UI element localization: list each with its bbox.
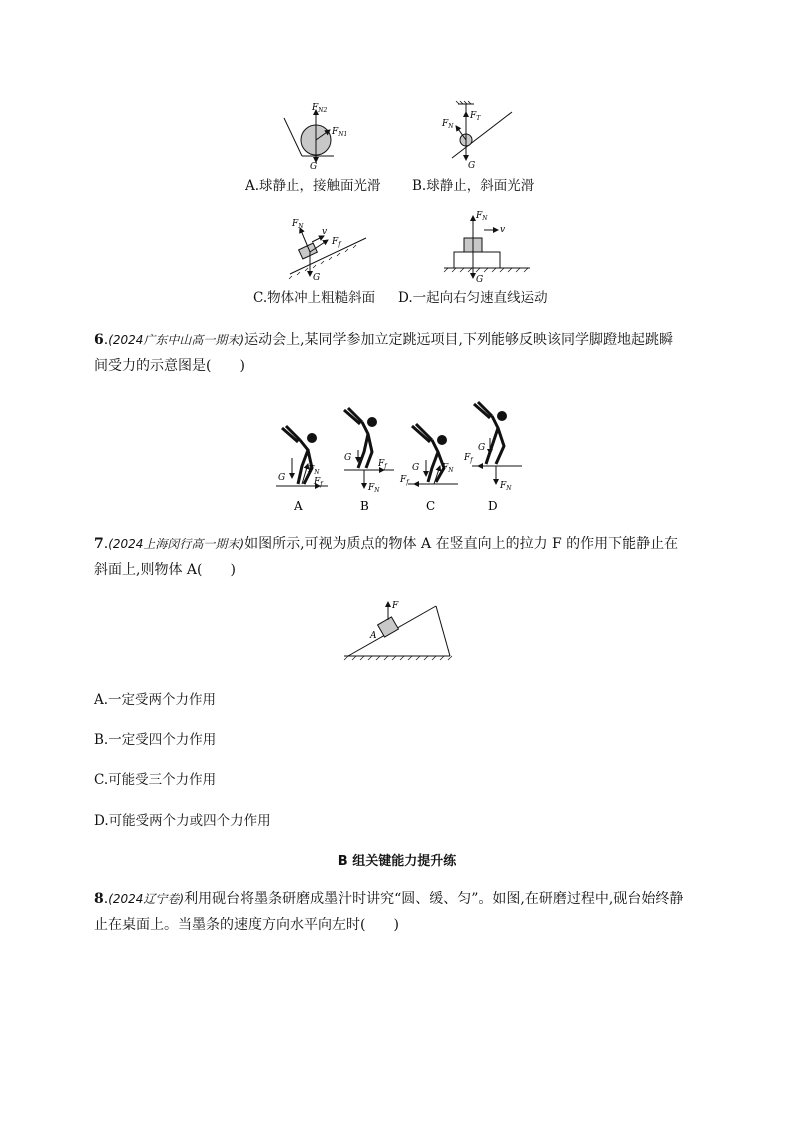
svg-text:Ff: $F_f$ [400,475,409,486]
option-a[interactable]: A.一定受两个力作用 [94,692,217,708]
question-8 [94,886,694,938]
svg-text:FN: $F_N$ [292,219,304,230]
svg-text:B: B [360,499,369,513]
figure-5d-caption: D.一起向右匀速直线运动 [398,290,548,306]
figure-7 [340,598,454,662]
option-b[interactable]: B.一定受四个力作用 [94,732,217,748]
question-6 [94,327,694,379]
question-8-line1: 8.(2024辽宁卷)利用砚台将墨条研磨成墨汁时讲究“圆、缓、匀”。如图,在研磨过程中,砚台始终静 [94,891,684,907]
figure-6c [399,424,458,513]
svg-text:FN: $F_N$ [442,119,454,130]
svg-text:D: D [488,499,498,513]
question-7 [94,531,694,583]
svg-text:FT: $F_T$ [470,111,481,122]
section-b-heading: B 组关键能力提升练 [337,854,457,869]
question-7-line1: 7.(2024上海闵行高一期末)如图所示,可视为质点的物体 A 在竖直向上的拉力 F 的作用下能静止在 [94,536,679,552]
svg-text:Ff: $F_f$ [332,237,341,248]
svg-text:FN2: $F_{N2}$ [312,103,328,114]
figure-6a [276,426,328,513]
svg-text:C: C [426,499,436,513]
svg-text:Ff: $F_f$ [464,453,473,464]
svg-text:v: v [500,225,506,235]
svg-text:Ff: $F_f$ [314,477,323,488]
svg-text:G: G [468,161,476,170]
svg-text:G: G [310,162,318,170]
question-6-line1: 6.(2024广东中山高一期末)运动会上,某同学参加立定跳远项目,下列能够反映该同学脚蹬地起跳瞬 [94,332,674,348]
svg-text:G: G [476,275,484,284]
question-7-line2: 斜面上,则物体 A( ) [94,562,236,578]
svg-text:F: F [392,601,399,611]
figure-5d [440,208,540,284]
svg-text:A: A [294,499,303,513]
svg-text:G: G [412,463,420,473]
svg-text:v: v [322,227,328,237]
question-6-line2: 间受力的示意图是( ) [94,358,245,374]
svg-text:FN: $F_N$ [476,211,488,222]
svg-text:A: A [370,631,377,641]
svg-text:G: G [478,443,486,453]
figure-5c [278,212,370,282]
option-c[interactable]: C.可能受三个力作用 [94,772,217,788]
figure-6d [463,402,522,513]
figure-5a-caption: A.球静止，接触面光滑 [245,178,381,194]
svg-text:FN: $F_N$ [368,483,380,494]
option-d[interactable]: D.可能受两个力或四个力作用 [94,813,271,829]
question-8-line2: 止在桌面上。当墨条的速度方向水平向左时( ) [94,917,399,933]
figure-5b [438,98,518,170]
svg-text:FN1: $F_{N1}$ [332,127,348,138]
svg-text:G: G [344,453,352,463]
figure-5a [280,98,360,170]
figure-5b-caption: B.球静止，斜面光滑 [412,178,535,194]
svg-text:G: G [313,273,321,282]
figure-5c-caption: C.物体冲上粗糙斜面 [253,290,376,306]
label-fn2: F [312,103,319,113]
svg-text:FN: $F_N$ [308,465,320,476]
figure-6b [344,408,394,513]
svg-text:G: G [278,473,286,483]
svg-text:Ff: $F_f$ [378,459,387,470]
svg-text:FN: $F_N$ [500,481,512,492]
figure-6 [268,398,528,516]
svg-text:FN: $F_N$ [442,463,454,474]
